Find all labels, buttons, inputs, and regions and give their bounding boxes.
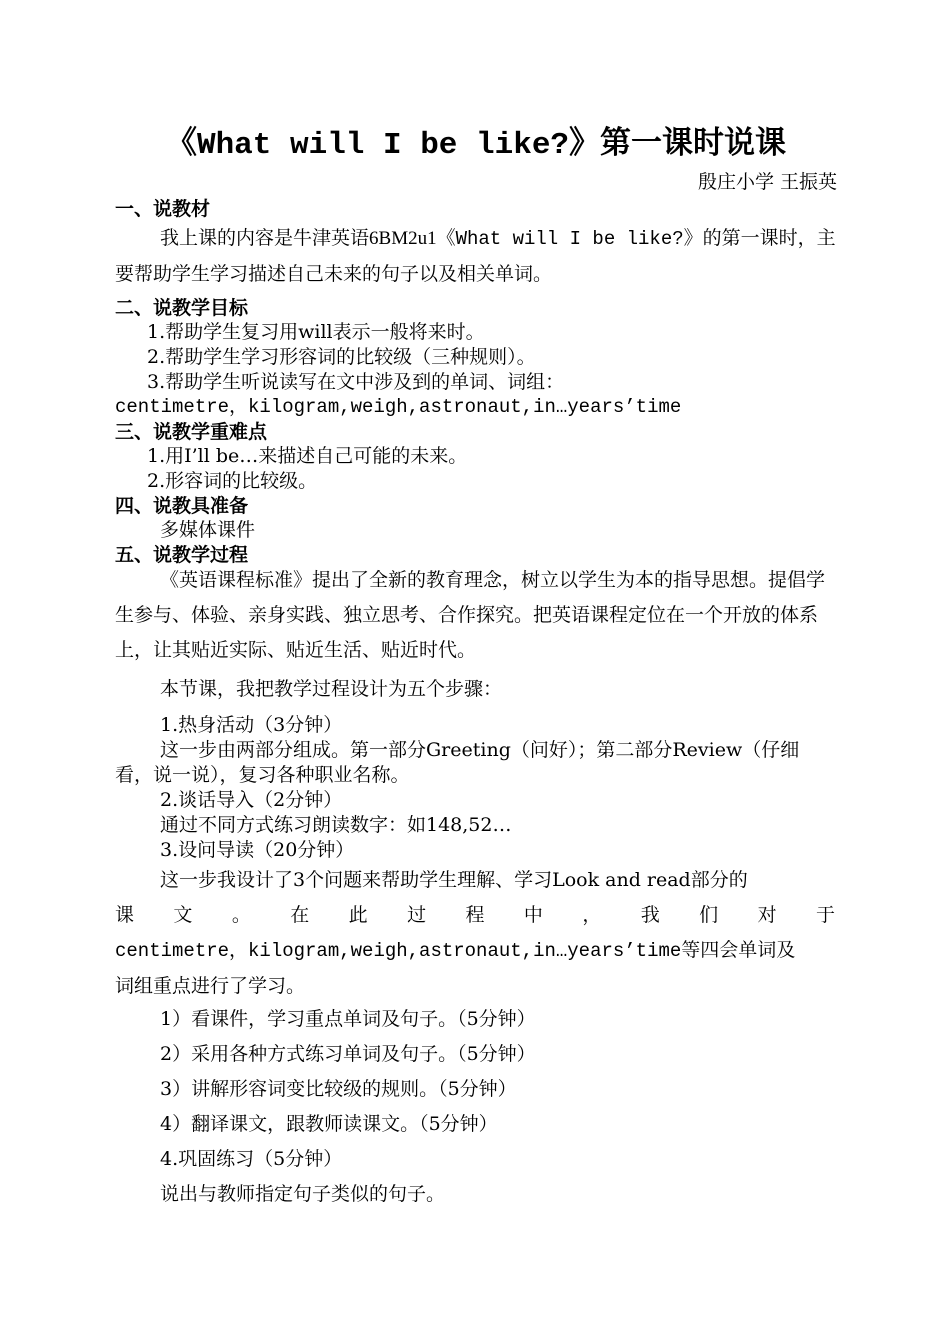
step-3-line-1: 这一步我设计了3个问题来帮助学生理解、学习Look and read部分的 bbox=[160, 869, 748, 891]
text-span: 等四会单词及 bbox=[681, 939, 796, 961]
title-english: What will I be like? bbox=[196, 128, 570, 163]
sub-step-2: 2）采用各种方式练习单词及句子。（5分钟） bbox=[160, 1043, 536, 1065]
text-span: 6BM2u1 bbox=[369, 228, 437, 249]
step-2-title: 2.谈话导入（2分钟） bbox=[160, 789, 343, 811]
step-2-body: 通过不同方式练习朗读数字：如148,52… bbox=[160, 814, 512, 836]
section-heading-4: 四、说教具准备 bbox=[115, 495, 249, 517]
author-line: 殷庄小学 王振英 bbox=[697, 171, 837, 193]
section-heading-1: 一、说教材 bbox=[115, 198, 211, 220]
step-3-line-2: 课文。在此过程中，我们对于 bbox=[115, 904, 837, 926]
key-point-2: 2.形容词的比较级。 bbox=[147, 470, 318, 492]
sub-step-3: 3）讲解形容词变比较级的规则。（5分钟） bbox=[160, 1078, 517, 1100]
text-span: 我上课的内容是牛津英语 bbox=[160, 227, 370, 249]
goal-item-2: 2.帮助学生学习形容词的比较级（三种规则）。 bbox=[147, 346, 536, 368]
step-1-title: 1.热身活动（3分钟） bbox=[160, 714, 343, 736]
document-page bbox=[115, 118, 837, 1212]
document-title bbox=[115, 118, 837, 171]
section-heading-5: 五、说教学过程 bbox=[115, 544, 249, 566]
sub-step-4: 4）翻译课文，跟教师读课文。（5分钟） bbox=[160, 1113, 498, 1135]
step-4-title: 4.巩固练习（5分钟） bbox=[160, 1148, 343, 1170]
step-4-body: 说出与教师指定句子类似的句子。 bbox=[160, 1183, 446, 1205]
title-bracket-left: 《 bbox=[165, 125, 197, 161]
vocabulary-span: centimetre，kilogram,weigh,astronaut,in…years’time bbox=[115, 940, 682, 962]
text-span: 《What will I be like?》 bbox=[436, 228, 703, 250]
goal-item-3: 3.帮助学生听说读写在文中涉及到的单词、词组： bbox=[147, 371, 565, 393]
process-intro-paragraph: 《英语课程标准》提出了全新的教育理念，树立以学生为本的指导思想。提倡学生参与、体验、亲身实践、独立思考、合作探究。把英语课程定位在一个开放的体系上，让其贴近实际、贴近生活、贴近时代。 bbox=[115, 569, 826, 661]
teaching-aids: 多媒体课件 bbox=[160, 519, 256, 541]
goal-vocabulary: centimetre，kilogram,weigh,astronaut,in…years’time bbox=[115, 396, 682, 418]
step-1-body: 这一步由两部分组成。第一部分Greeting（问好）；第二部分Review（仔细看，说一说），复习各种职业名称。 bbox=[115, 739, 800, 786]
title-chinese: 》第一课时说课 bbox=[569, 125, 787, 161]
step-3-line-4: 词组重点进行了学习。 bbox=[115, 975, 306, 997]
section-1-paragraph bbox=[115, 221, 837, 292]
section-heading-3: 三、说教学重难点 bbox=[115, 421, 268, 443]
sub-step-1: 1）看课件，学习重点单词及句子。（5分钟） bbox=[160, 1008, 536, 1030]
key-point-1: 1.用I’ll be…来描述自己可能的未来。 bbox=[147, 445, 468, 467]
section-heading-2: 二、说教学目标 bbox=[115, 297, 249, 319]
process-steps-intro: 本节课，我把教学过程设计为五个步骤： bbox=[160, 678, 503, 700]
step-3-title: 3.设问导读（20分钟） bbox=[160, 839, 355, 861]
step-3-line-3 bbox=[115, 933, 837, 969]
goal-item-1: 1.帮助学生复习用will表示一般将来时。 bbox=[147, 321, 485, 343]
text-span: 的第一课时，主要帮助学生学习描述自己未来的句子以及相关单词。 bbox=[115, 227, 836, 285]
